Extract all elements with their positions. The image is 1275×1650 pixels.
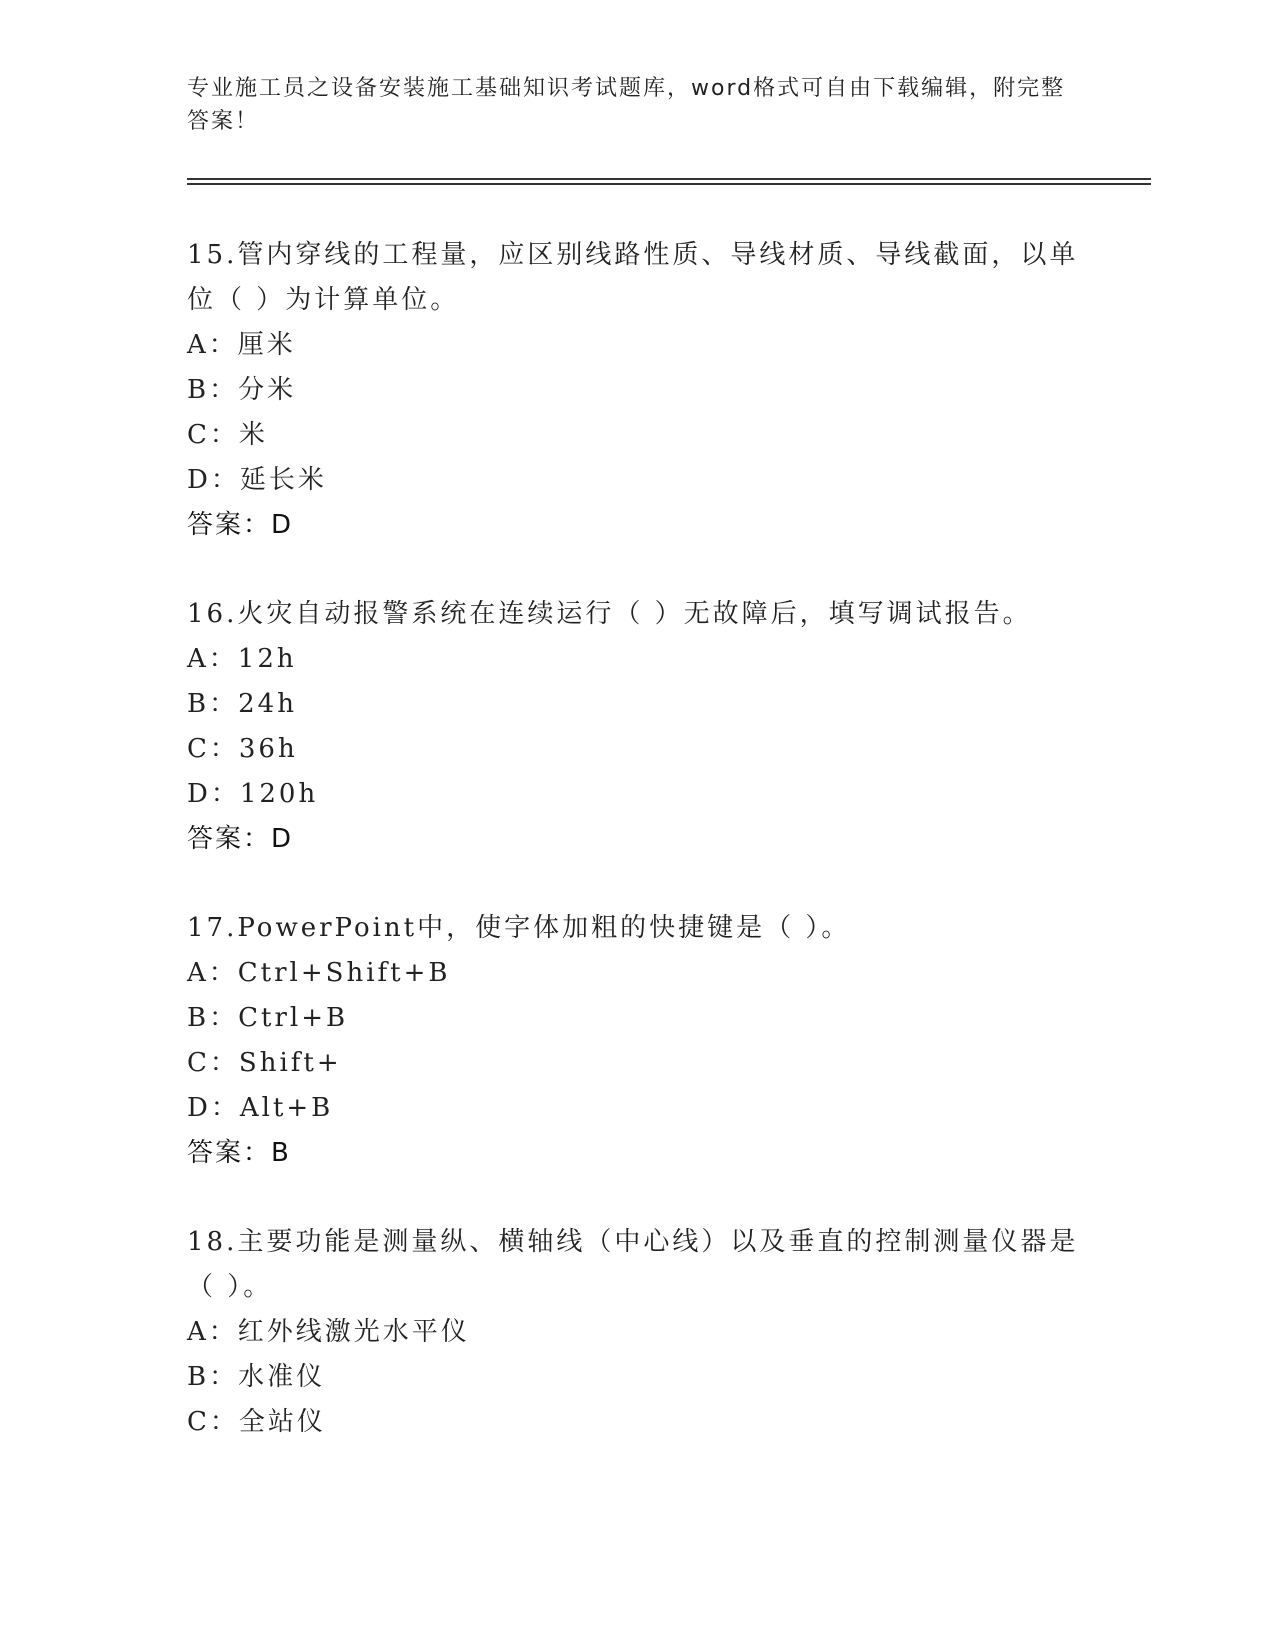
question-stem: 18.主要功能是测量纵、横轴线（中心线）以及垂直的控制测量仪器是（ ）。 — [187, 1227, 1079, 1302]
option-a: A：厘米 — [187, 330, 296, 360]
header-divider-top — [187, 178, 1151, 180]
option-d: D：120h — [187, 779, 319, 809]
document-header: 专业施工员之设备安装施工基础知识考试题库，word格式可自由下载编辑，附完整答案！ — [187, 76, 1066, 134]
question-stem: 16.火灾自动报警系统在连续运行（ ）无故障后，填写调试报告。 — [187, 599, 1032, 629]
question-15 — [187, 233, 1087, 548]
option-a: A：12h — [187, 644, 297, 674]
question-18 — [187, 1220, 1087, 1445]
option-b: B：分米 — [187, 375, 297, 405]
question-16 — [187, 592, 1087, 862]
option-c: C：全站仪 — [187, 1407, 326, 1437]
question-stem: 17.PowerPoint中，使字体加粗的快捷键是（ ）。 — [187, 913, 851, 943]
option-d: D：Alt+B — [187, 1093, 334, 1123]
option-c: C：Shift+ — [187, 1048, 342, 1078]
option-b: B：Ctrl+B — [187, 1003, 349, 1033]
option-b: B：水准仪 — [187, 1362, 326, 1392]
answer-line: 答案：D — [187, 510, 294, 540]
question-list — [187, 233, 1087, 1489]
header-divider-bottom — [187, 183, 1151, 185]
question-stem: 15.管内穿线的工程量，应区别线路性质、导线材质、导线截面，以单位（ ）为计算单位。 — [187, 240, 1079, 315]
option-d: D：延长米 — [187, 465, 327, 495]
option-a: A：红外线激光水平仪 — [187, 1317, 470, 1347]
option-c: C：36h — [187, 734, 298, 764]
question-17 — [187, 906, 1087, 1176]
answer-line: 答案：D — [187, 824, 294, 854]
answer-line: 答案：B — [187, 1138, 291, 1168]
option-c: C：米 — [187, 420, 268, 450]
option-b: B：24h — [187, 689, 297, 719]
option-a: A：Ctrl+Shift+B — [187, 958, 451, 988]
